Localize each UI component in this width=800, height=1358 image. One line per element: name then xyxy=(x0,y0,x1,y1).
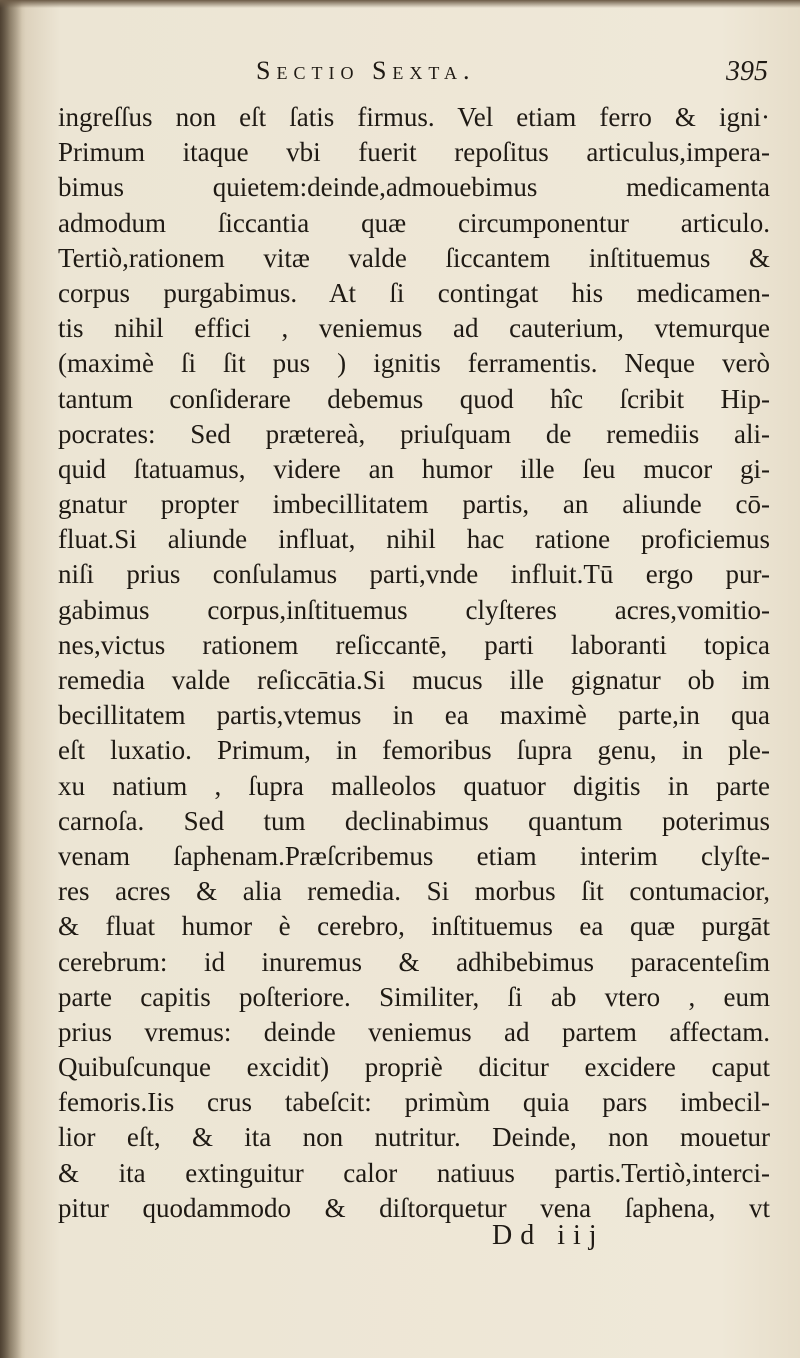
text-line: becillitatem partis,vtemus in ea maximè parte,in qua xyxy=(58,700,770,731)
text-line: Primum itaque vbi fuerit repoſitus articulus,impera- xyxy=(58,137,770,168)
text-line: bimus quietem:deinde,admouebimus medicamenta xyxy=(58,172,770,203)
text-line: tantum conſiderare debemus quod hîc ſcribit Hip- xyxy=(58,383,770,414)
text-line: Tertiò,rationem vitæ valde ſiccantem inſtituemus & xyxy=(58,242,770,273)
text-line: nes,victus rationem reſiccantē, parti laboranti topica xyxy=(58,629,770,660)
page-footer xyxy=(60,1220,770,1260)
text-line: remedia valde reſiccātia.Si mucus ille gignatur ob im xyxy=(58,665,770,695)
text-line: & ita extinguitur calor natiuus partis.Tertiò,interci- xyxy=(58,1157,770,1188)
text-line: xu natium , ſupra malleolos quatuor digitis in parte xyxy=(58,770,770,801)
page-header xyxy=(60,56,770,96)
text-line: quid ſtatuamus, videre an humor ille ſeu mucor gi- xyxy=(58,453,770,484)
signature-mark: Dd iij xyxy=(492,1220,605,1251)
text-line: ingreſſus non eſt ſatis firmus. Vel etiam ferro & igni· xyxy=(58,102,770,132)
text-line: pocrates: Sed prætereà, priuſquam de remediis ali- xyxy=(58,418,770,449)
text-line: pitur quodammodo & diſtorquetur vena ſaphena, vt xyxy=(58,1192,770,1223)
text-line: lior eſt, & ita non nutritur. Deinde, non mouetur xyxy=(58,1122,770,1153)
text-line: carnoſa. Sed tum declinabimus quantum poterimus xyxy=(58,805,770,836)
text-line: gnatur propter imbecillitatem partis, an aliunde cō- xyxy=(58,489,770,520)
text-line: prius vremus: deinde veniemus ad partem affectam. xyxy=(58,1016,770,1047)
text-line: eſt luxatio. Primum, in femoribus ſupra genu, in ple- xyxy=(58,735,770,766)
text-line: tis nihil effici , veniemus ad cauterium, vtemurque xyxy=(58,313,770,344)
text-line: femoris.Iis crus tabeſcit: primùm quia pars imbecil- xyxy=(58,1087,770,1118)
text-line: (maximè ſi ſit pus ) ignitis ferramentis. Neque verò xyxy=(58,348,770,379)
text-line: corpus purgabimus. At ſi contingat his medicamen- xyxy=(58,277,770,308)
page-number: 395 xyxy=(726,56,768,87)
text-line: res acres & alia remedia. Si morbus ſit contumacior, xyxy=(58,876,770,907)
text-line: admodum ſiccantia quæ circumponentur articulo. xyxy=(58,207,770,238)
text-line: Quibuſcunque excidit) propriè dicitur excidere caput xyxy=(58,1052,770,1083)
binding-shadow xyxy=(0,0,22,1358)
text-line: niſi prius conſulamus parti,vnde influit.Tū ergo pur- xyxy=(58,559,770,590)
running-head: Sectio Sexta. xyxy=(256,56,476,85)
text-line: venam ſaphenam.Præſcribemus etiam interim clyſte- xyxy=(58,840,770,871)
text-line: gabimus corpus,inſtituemus clyſteres acres,vomitio- xyxy=(58,594,770,625)
text-line: fluat.Si aliunde influat, nihil hac ratione proficiemus xyxy=(58,524,770,555)
text-line: cerebrum: id inuremus & adhibebimus paracenteſim xyxy=(58,946,770,977)
text-line: parte capitis poſteriore. Similiter, ſi ab vtero , eum xyxy=(58,981,770,1012)
body-text xyxy=(58,100,770,1226)
text-line: & fluat humor è cerebro, inſtituemus ea quæ purgāt xyxy=(58,911,770,942)
top-edge-shadow xyxy=(0,0,800,8)
